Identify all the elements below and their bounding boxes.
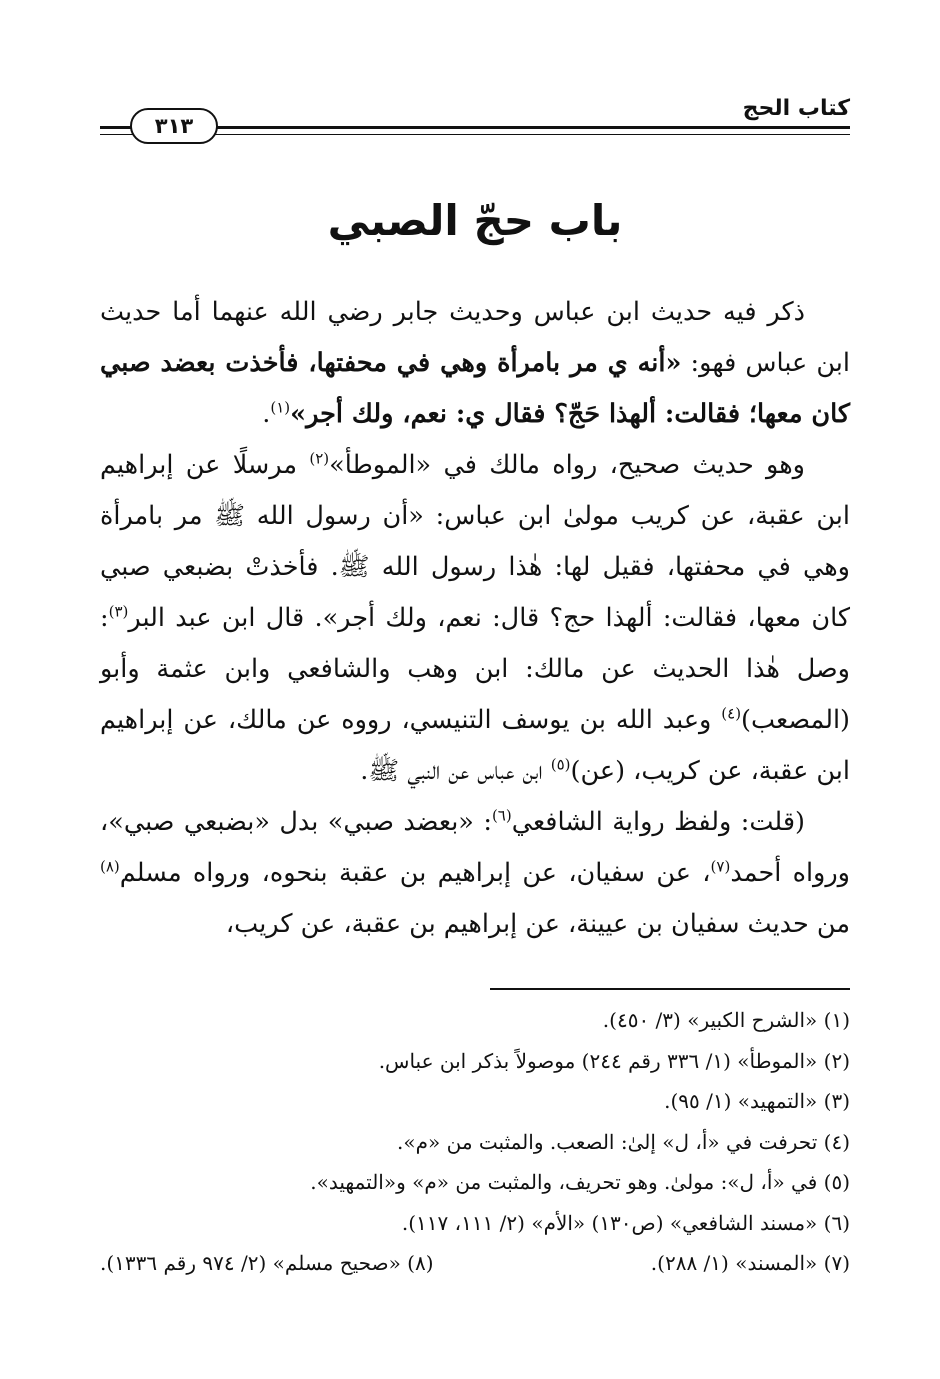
footnote-ref[interactable]: (٣) bbox=[108, 602, 129, 621]
footnote-ref[interactable]: (٧) bbox=[710, 857, 731, 876]
paragraph bbox=[100, 797, 850, 950]
paragraph-text: مرسلًا عن إبراهيم ابن عقبة، عن كريب مولىٰ ابن عباس: «أن رسول الله ﷺ مر بامرأة وهي في محفتها، فقيل لها: هٰذا رسول الله ﷺ. فأخذتْ بضبعي صبي كان معها، فقالت: ألهذا حج؟ قال: نعم، ولك أجر». قال ابن عبد البر bbox=[100, 450, 850, 633]
footnote-ref[interactable]: (٨) bbox=[100, 857, 120, 876]
footnote-ref[interactable]: (١) bbox=[270, 398, 291, 417]
paragraph bbox=[100, 287, 850, 440]
footnote: (٦) «مسند الشافعي» (ص١٣٠) «الأم» (٢/ ١١١، ١١٧). bbox=[401, 1210, 850, 1235]
footnote-ref[interactable]: (٤) bbox=[721, 704, 742, 723]
main-text bbox=[100, 287, 850, 950]
paragraph-text: ذكر فيه حديث ابن عباس وحديث جابر رضي الله عنهما أما حديث ابن عباس فهو: bbox=[100, 297, 850, 378]
paragraph-text: : «بعضد صبي» بدل «بضبعي صبي»، ورواه أحمد bbox=[100, 807, 850, 888]
page-number: ٣١٣ bbox=[130, 108, 218, 144]
footnote: (٧) «المسند» (١/ ٢٨٨). bbox=[650, 1251, 850, 1275]
footnote: (٨) «صحيح مسلم» (٢/ ٩٧٤ رقم ١٣٣٦). bbox=[100, 1251, 434, 1275]
footnote-ref[interactable]: (٥) bbox=[550, 755, 571, 774]
paragraph-text: : وصل هٰذا الحديث عن مالك: ابن وهب والشافعي وابن عثمة وأبو (المصعب) bbox=[100, 603, 850, 735]
paragraph bbox=[100, 440, 850, 797]
footnote-ref[interactable]: (٦) bbox=[491, 806, 512, 825]
chapter-title: باب حجّ الصبي bbox=[327, 196, 623, 245]
paragraph-text: . bbox=[262, 399, 271, 429]
paragraph-text: وهو حديث صحيح، رواه مالك في «الموطأ» bbox=[329, 450, 805, 480]
footnote-separator bbox=[490, 988, 850, 990]
footnote: (٣) «التمهيد» (١/ ٩٥). bbox=[664, 1089, 850, 1113]
hadith-quote: «أنه ي مر بامرأة وهي في محفتها، فأخذت بعضد صبي كان معها؛ فقالت: ألهذا حَجّ؟ فقال ي: نعم، ولك أجر» bbox=[100, 348, 850, 429]
paragraph-text: (قلت: ولفظ رواية الشافعي bbox=[511, 807, 805, 837]
paragraph-text: ابن عباس عن النبي ﷺ. bbox=[360, 756, 551, 786]
footnote: (١) «الشرح الكبير» (٣/ ٤٥٠). bbox=[602, 1008, 850, 1032]
running-header bbox=[100, 94, 850, 144]
paragraph-text: من حديث سفيان بن عيينة، عن إبراهيم بن عقبة، عن كريب، bbox=[225, 909, 850, 939]
footnotes bbox=[100, 1000, 850, 1284]
paragraph-text: ، عن سفيان، عن إبراهيم بن عقبة بنحوه، ورواه مسلم bbox=[119, 858, 711, 888]
footnote-row bbox=[100, 1243, 850, 1284]
paragraph-text: وعبد الله بن يوسف التنيسي، رووه عن مالك، عن إبراهيم ابن عقبة، عن كريب، (عن) bbox=[100, 705, 850, 786]
footnote-ref[interactable]: (٢) bbox=[309, 449, 330, 468]
footnote: (٥) في «أ، ل»: مولىٰ. وهو تحريف، والمثبت من «م» و«التمهيد». bbox=[310, 1170, 850, 1194]
footnote: (٢) «الموطأ» (١/ ٣٣٦ رقم ٢٤٤) موصولاً بذكر ابن عباس. bbox=[378, 1048, 850, 1073]
book-title: كتاب الحج bbox=[742, 96, 850, 121]
footnote: (٤) تحرفت في «أ، ل» إلىٰ: الصعب. والمثبت من «م». bbox=[397, 1129, 850, 1154]
